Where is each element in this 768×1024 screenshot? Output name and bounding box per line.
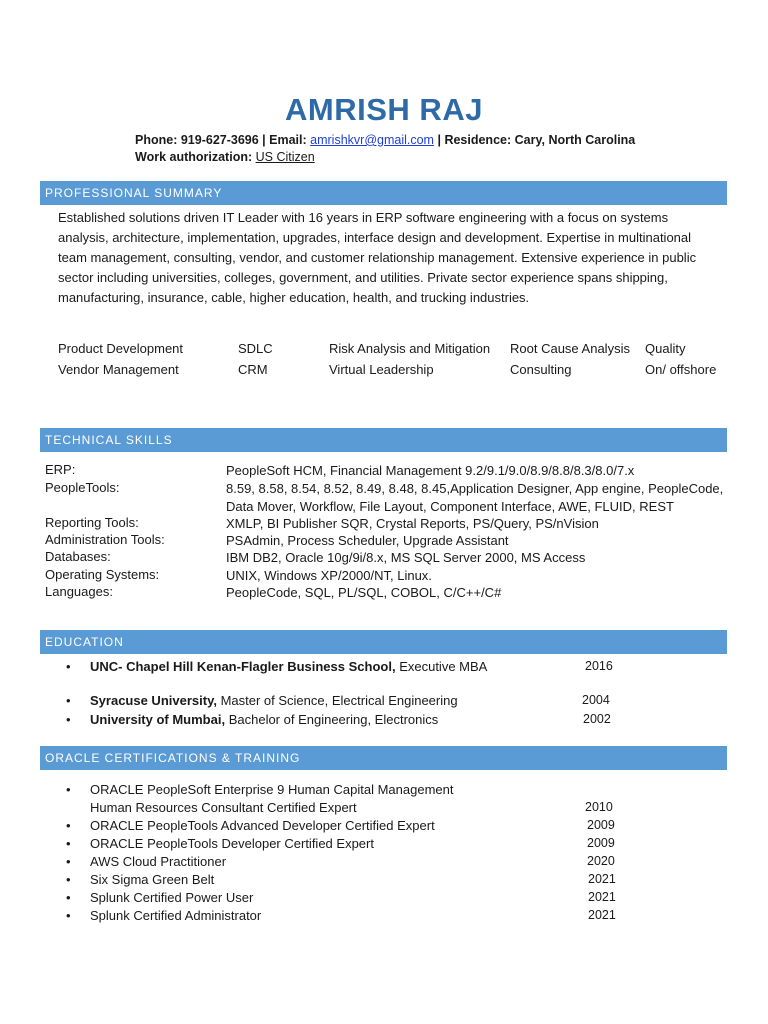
skill-value: XMLP, BI Publisher SQR, Crystal Reports, PS/Query, PS/nVision	[226, 516, 599, 531]
section-header-certifications: ORACLE CERTIFICATIONS & TRAINING	[40, 746, 727, 770]
keyword: Vendor Management	[58, 362, 179, 377]
cert-year: 2021	[588, 908, 616, 922]
skill-label: ERP:	[45, 462, 76, 477]
skill-value: IBM DB2, Oracle 10g/9i/8.x, MS SQL Server 2000, MS Access	[226, 550, 586, 565]
keyword: Virtual Leadership	[329, 362, 434, 377]
keyword: Product Development	[58, 341, 184, 356]
keyword: SDLC	[238, 341, 273, 356]
skill-value: PSAdmin, Process Scheduler, Upgrade Assistant	[226, 533, 509, 548]
bullet: •	[66, 659, 71, 674]
keyword: Root Cause Analysis	[510, 341, 630, 356]
cert-item: ORACLE PeopleSoft Enterprise 9 Human Capital Management	[90, 782, 454, 797]
summary-text: Established solutions driven IT Leader with 16 years in ERP software engineering with a focus on systems analysis, architecture, implementation, upgrades, interface design and development. Expertise in multinational team management, consulting, vendor, and customer relationship management. Extensive experience in public sector including universities, colleges, government, and utilities. Private sector experience spans shipping, manufacturing, insurance, cable, higher education, health, and trucking industries.	[58, 210, 697, 305]
bullet: •	[66, 782, 71, 797]
email-label: Email:	[269, 133, 307, 147]
cert-item: AWS Cloud Practitioner	[90, 854, 227, 869]
skill-label: Operating Systems:	[45, 567, 160, 582]
cert-year: 2021	[588, 890, 616, 904]
cert-year: 2020	[587, 854, 615, 868]
bullet: •	[66, 818, 71, 833]
resume-name: AMRISH RAJ	[285, 92, 483, 127]
degree: Master of Science, Electrical Engineering	[220, 693, 458, 708]
cert-item: ORACLE PeopleTools Advanced Developer Certified Expert	[90, 818, 435, 833]
section-header-education: EDUCATION	[40, 630, 727, 654]
cert-item: Splunk Certified Administrator	[90, 908, 262, 923]
cert-year: 2009	[587, 818, 615, 832]
section-header-skills: TECHNICAL SKILLS	[40, 428, 727, 452]
email-link[interactable]: amrishkvr@gmail.com	[310, 133, 434, 147]
keyword: CRM	[238, 362, 268, 377]
cert-item: ORACLE PeopleTools Developer Certified Expert	[90, 836, 374, 851]
skill-value: 8.59, 8.58, 8.54, 8.52, 8.49, 8.48, 8.45,Application Designer, App engine, PeopleCode, Data Mover, Workflow, File Layout, Component Interface, AWE, FLUID, REST	[226, 481, 724, 514]
work-auth-label: Work authorization:	[135, 150, 253, 164]
skill-label: Administration Tools:	[45, 532, 165, 547]
skill-value: PeopleSoft HCM, Financial Management 9.2/9.1/9.0/8.9/8.8/8.3/8.0/7.x	[226, 463, 635, 478]
cert-item-continued: Human Resources Consultant Certified Expert	[90, 800, 357, 815]
cert-year: 2009	[587, 836, 615, 850]
skill-value: PeopleCode, SQL, PL/SQL, COBOL, C/C++/C#	[226, 585, 502, 600]
phone-label: Phone:	[135, 133, 178, 147]
degree: Bachelor of Engineering, Electronics	[228, 712, 439, 727]
school-name: Syracuse University,	[90, 693, 217, 708]
keyword: Risk Analysis and Mitigation	[329, 341, 491, 356]
school-name: UNC- Chapel Hill Kenan-Flagler Business School,	[90, 659, 396, 674]
education-year: 2016	[585, 659, 613, 673]
education-item	[90, 659, 487, 674]
skill-label: Reporting Tools:	[45, 515, 139, 530]
skill-value: UNIX, Windows XP/2000/NT, Linux.	[226, 568, 432, 583]
school-name: University of Mumbai,	[90, 712, 226, 727]
cert-item: Splunk Certified Power User	[90, 890, 254, 905]
section-header-summary: PROFESSIONAL SUMMARY	[40, 181, 727, 205]
cert-year: 2010	[585, 800, 613, 814]
bullet: •	[66, 872, 71, 887]
keyword: On/ offshore	[645, 362, 717, 377]
work-auth-value: US Citizen	[255, 150, 315, 164]
bullet: •	[66, 836, 71, 851]
skill-label: PeopleTools:	[45, 480, 120, 495]
phone-value: 919-627-3696	[180, 133, 259, 147]
bullet: •	[66, 890, 71, 905]
education-year: 2002	[583, 712, 611, 726]
degree: Executive MBA	[399, 659, 488, 674]
cert-year: 2021	[588, 872, 616, 886]
keyword: Quality	[645, 341, 686, 356]
residence-label: Residence:	[444, 133, 512, 147]
education-year: 2004	[582, 693, 610, 707]
cert-item: Six Sigma Green Belt	[90, 872, 215, 887]
skill-label: Databases:	[45, 549, 111, 564]
bullet: •	[66, 712, 71, 727]
bullet: •	[66, 693, 71, 708]
keyword: Consulting	[510, 362, 572, 377]
work-authorization-line	[135, 150, 315, 164]
education-item	[90, 712, 438, 727]
residence-value: Cary, North Carolina	[514, 133, 636, 147]
bullet: •	[66, 854, 71, 869]
bullet: •	[66, 908, 71, 923]
skill-label: Languages:	[45, 584, 113, 599]
education-item	[90, 693, 458, 708]
contact-line: Phone: 919-627-3696 | Email: amrishkvr@gmail.com | Residence: Cary, North Carolina	[135, 133, 636, 147]
